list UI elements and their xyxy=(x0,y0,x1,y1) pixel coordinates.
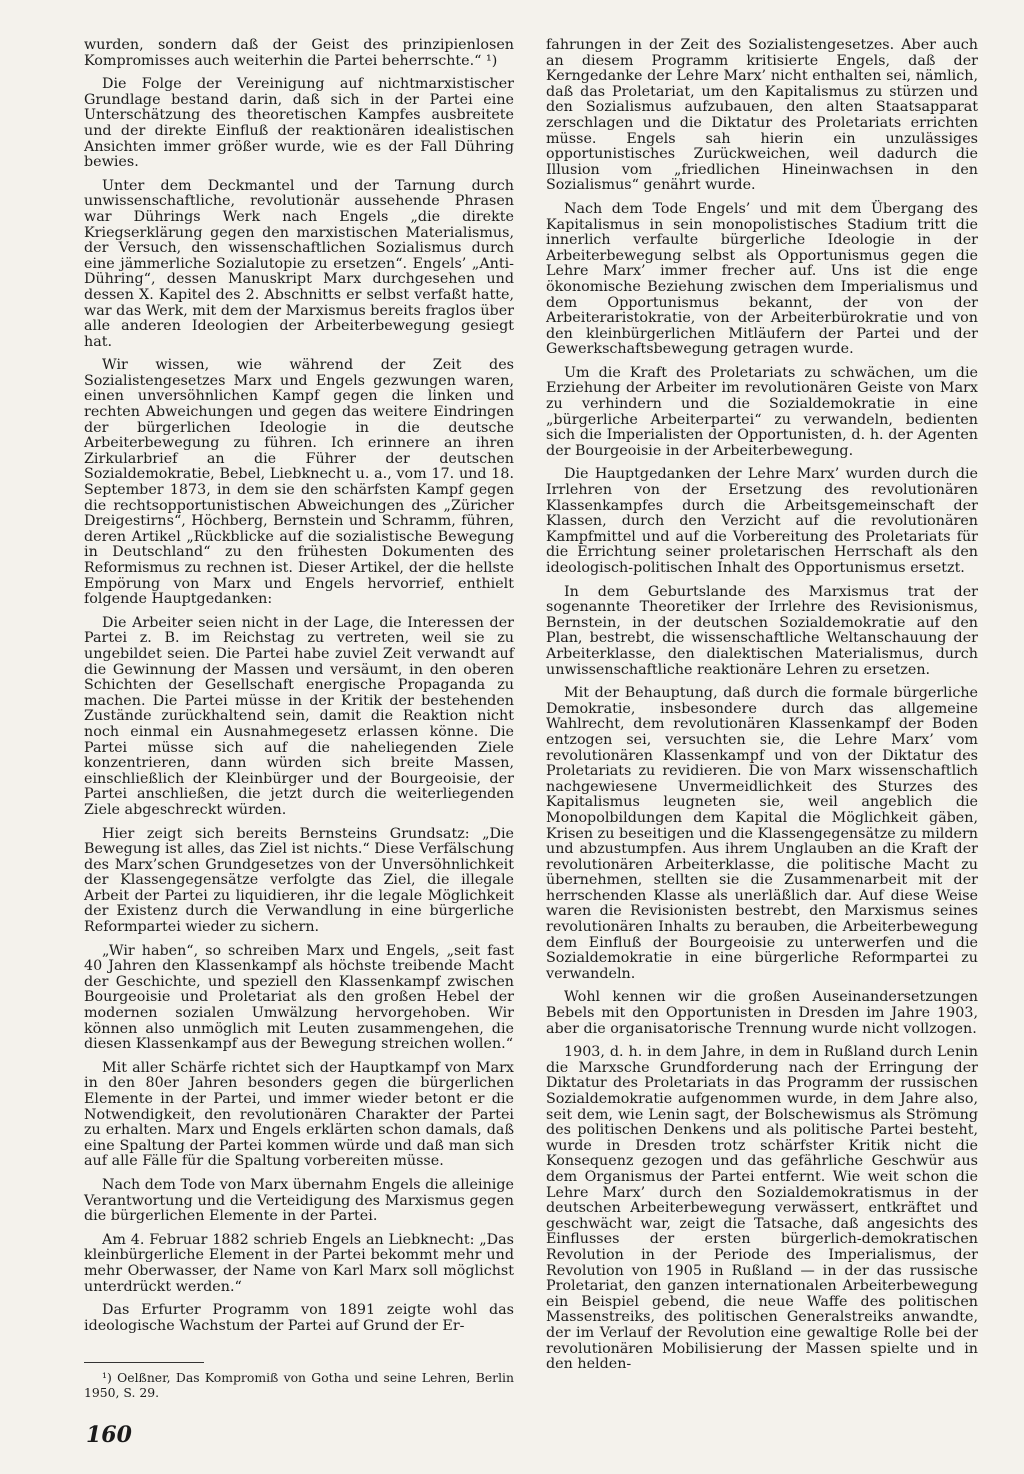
paragraph: Die Arbeiter seien nicht in der Lage, die Interessen der Partei z. B. im Reichstag zu vertreten, weil sie zu ungebildet seien. Die Partei habe zuviel Zeit verwandt auf die Gewinnung der Massen und versäumt, in den oberen Schichten der Gesellschaft energische Propaganda zu machen. Die Partei müsse in der Kritik der bestehenden Zustände zurückhaltend sein, damit die Reaktion nicht noch einmal ein Ausnahmegesetz erlassen könne. Die Partei müsse sich auf die naheliegenden Ziele konzentrieren, dann würden sich breite Massen, einschließlich der Kleinbürger und der Bourgeoisie, der Partei anschließen, die jetzt durch die weiterliegenden Ziele abgeschreckt würden. xyxy=(84,614,514,818)
paragraph: Wir wissen, wie während der Zeit des Sozialistengesetzes Marx und Engels gezwungen waren, einen unversöhnlichen Kampf gegen die linken und rechten Abweichungen und gegen das weitere Eindringen der bürgerlichen Ideologie in die deutsche Arbeiterbewegung zu führen. Ich erinnere an ihren Zirkularbrief an die Führer der deutschen Sozialdemokratie, Bebel, Liebknecht u. a., vom 17. und 18. September 1873, in dem sie den schärfsten Kampf gegen die rechtsopportunistischen Abweichungen des „Züricher Dreigestirns“, Höchberg, Bernstein und Schramm, führen, deren Artikel „Rückblicke auf die sozialistische Bewegung in Deutschland“ zu den frühesten Dokumenten des Reformismus zu rechnen ist. Dieser Artikel, der die hellste Empörung von Marx und Engels hervorrief, enthielt folgende Hauptgedanken: xyxy=(84,357,514,608)
paragraph: fahrungen in der Zeit des Sozialistengesetzes. Aber auch an diesem Programm kritisierte Engels, daß der Kerngedanke der Lehre Marx’ nicht enthalten sei, nämlich, daß das Proletariat, um den Kapitalismus zu stürzen und den Sozialismus aufzubauen, den alten Staatsapparat zerschlagen und die Diktatur des Proletariats errichten müsse. Engels sah hierin ein unzulässiges opportunistisches Zurückweichen, weil dadurch die Illusion vom „friedlichen Hineinwachsen in den Sozialismus“ genährt wurde. xyxy=(546,37,978,194)
paragraph: Am 4. Februar 1882 schrieb Engels an Liebknecht: „Das kleinbürgerliche Element in der Partei bekommt mehr und mehr Oberwasser, der Name von Karl Marx soll möglichst unterdrückt werden.“ xyxy=(84,1231,514,1295)
paragraph: Die Folge der Vereinigung auf nichtmarxistischer Grundlage bestand darin, daß sich in der Partei eine Unterschätzung des theoretischen Kampfes ausbreitete und der direkte Einfluß der reaktionären idealistischen Ansichten immer größer wurde, wie es der Fall Dühring bewies. xyxy=(84,76,514,171)
footnote-divider xyxy=(84,1362,204,1363)
paragraph: Mit der Behauptung, daß durch die formale bürgerliche Demokratie, insbesondere durch das allgemeine Wahlrecht, dem revolutionären Klassenkampf der Boden entzogen sei, versuchten sie, die Lehre Marx’ vom revolutionären Klassenkampf und von der Diktatur des Proletariats zu revidieren. Die von Marx wissenschaftlich nachgewiesene Unvermeidlichkeit des Sturzes des Kapitalismus leugneten sie, weil angeblich die Monopolbildungen dem Kapital die Möglichkeit gäben, Krisen zu beseitigen und die Klassengegensätze zu mildern und abzustumpfen. Aus ihrem Unglauben an die Kraft der revolutionären Arbeiterklasse, die politische Macht zu übernehmen, stellten sie die Zusammenarbeit mit der herrschenden Klasse als unerläßlich dar. Auf diese Weise waren die Revisionisten bestrebt, den Marxismus seines revolutionären Inhalts zu berauben, die Arbeiterbewegung dem Einfluß der Bourgeoisie zu unterwerfen und die Sozialdemokratie in eine bürgerliche Reformpartei zu verwandeln. xyxy=(546,685,978,982)
paragraph: Das Erfurter Programm von 1891 zeigte wohl das ideologische Wachstum der Partei auf Grund der Er- xyxy=(84,1302,514,1334)
paragraph: Unter dem Deckmantel und der Tarnung durch unwissenschaftliche, revolutionär aussehende Phrasen war Dührings Werk nach Engels „die direkte Kriegserklärung gegen den marxistischen Materialismus, der Versuch, den wissenschaftlichen Sozialismus durch eine jämmerliche Sozialutopie zu ersetzen“. Engels’ „Anti-Dühring“, dessen Manuskript Marx durchgesehen und dessen X. Kapitel des 2. Abschnitts er selbst verfaßt hatte, war das Werk, mit dem der Marxismus bereits fraglos über alle anderen Ideologien der Arbeiterbewegung gesiegt hat. xyxy=(84,177,514,350)
paragraph: Die Hauptgedanken der Lehre Marx’ wurden durch die Irrlehren von der Ersetzung des revolutionären Klassenkampfes durch die Arbeitsgemeinschaft der Klassen, durch den Verzicht auf die revolutionären Kampfmittel und auf die Vorbereitung des Proletariats für die Errichtung seiner proletarischen Herrschaft als den ideologisch-politischen Inhalt des Opportunismus ersetzt. xyxy=(546,466,978,576)
left-column xyxy=(84,38,514,1342)
paragraph: Um die Kraft des Proletariats zu schwächen, um die Erziehung der Arbeiter im revolutionären Geiste von Marx zu verhindern und die Sozialdemokratie in eine „bürgerliche Arbeiterpartei“ zu verwandeln, bedienten sich die Imperialisten der Opportunisten, d. h. der Agenten der Bourgeoisie in der Arbeiterbewegung. xyxy=(546,364,978,459)
paragraph: 1903, d. h. in dem Jahre, in dem in Rußland durch Lenin die Marxsche Grundforderung nach der Erringung der Diktatur des Proletariats in das Programm der russischen Sozialdemokratie aufgenommen wurde, in dem Jahre also, seit dem, wie Lenin sagt, der Bolschewismus als Strömung des politischen Denkens und als politische Partei besteht, wurde in Dresden trotz schärfster Kritik nicht die Konsequenz gezogen und das gefährliche Geschwür aus dem Organismus der Partei entfernt. Wie weit schon die Lehre Marx’ durch den Sozialdemokratismus in der deutschen Arbeiterbewegung verwässert, entkräftet und geschwächt war, zeigt die Tatsache, daß angesichts des Einflusses der ersten bürgerlich-demokratischen Revolution in der Periode des Imperialismus, der Revolution von 1905 in Rußland — in der das russische Proletariat, den ganzen internationalen Arbeiterbewegung ein Beispiel gebend, die neue Waffe des politischen Massenstreiks, des politischen Generalstreiks anwandte, der im Verlauf der Revolution eine gewaltige Rolle bei der revolutionären Mobilisierung der Massen spielte und in den helden- xyxy=(546,1044,978,1373)
paragraph: Nach dem Tode von Marx übernahm Engels die alleinige Verantwortung und die Verteidigung des Marxismus gegen die bürgerlichen Elemente in der Partei. xyxy=(84,1176,514,1225)
paragraph: wurden, sondern daß der Geist des prinzipienlosen Kompromisses auch weiterhin die Partei beherrschte.“ ¹) xyxy=(84,37,514,69)
paragraph: Nach dem Tode Engels’ und mit dem Übergang des Kapitalismus in sein monopolistisches Stadium tritt die innerlich verfaulte bürgerliche Ideologie in der Arbeiterbewegung selbst als Opportunismus gegen die Lehre Marx’ immer frecher auf. Uns ist die enge ökonomische Beziehung zwischen dem Imperialismus und dem Opportunismus bekannt, der von der Arbeiteraristokratie, von der Arbeiterbürokratie und von den kleinbürgerlichen Mitläufern der Partei und der Gewerkschaftsbewegung getragen wurde. xyxy=(546,200,978,358)
paragraph: „Wir haben“, so schreiben Marx und Engels, „seit fast 40 Jahren den Klassenkampf als höchste treibende Macht der Geschichte, und speziell den Klassenkampf zwischen Bourgeoisie und Proletariat als den großen Hebel der modernen sozialen Umwälzung hervorgehoben. Wir können also unmöglich mit Leuten zusammengehen, die diesen Klassenkampf aus der Bewegung streichen wollen.“ xyxy=(84,942,514,1053)
paragraph: In dem Geburtslande des Marxismus trat der sogenannte Theoretiker der Irrlehre des Revisionismus, Bernstein, in der deutschen Sozialdemokratie auf den Plan, bestrebt, die wissenschaftliche Weltanschauung der Arbeiterklasse, den dialektischen Materialismus, durch unwissenschaftliche reaktionäre Lehren zu ersetzen. xyxy=(546,583,978,678)
paragraph: Hier zeigt sich bereits Bernsteins Grundsatz: „Die Bewegung ist alles, das Ziel ist nichts.“ Diese Verfälschung des Marx’schen Grundgesetzes von der Unversöhnlichkeit der Klassengegensätze verfolgte das Ziel, die illegale Arbeit der Partei zu liquidieren, ihr die legale Möglichkeit der Existenz durch die Verwandlung in eine bürgerliche Reformpartei wieder zu sichern. xyxy=(84,825,514,936)
paragraph: Mit aller Schärfe richtet sich der Hauptkampf von Marx in den 80er Jahren besonders gegen die bürgerlichen Elemente in der Partei, und immer wieder betont er die Notwendigkeit, den revolutionären Charakter der Partei zu erhalten. Marx und Engels erklärten schon damals, daß eine Spaltung der Partei kommen würde und daß man sich auf alle Fälle für die Spaltung vorbereiten müsse. xyxy=(84,1059,514,1170)
page-number: 160 xyxy=(86,1422,132,1448)
right-column xyxy=(546,38,978,1381)
paragraph: Wohl kennen wir die großen Auseinandersetzungen Bebels mit den Opportunisten in Dresden im Jahre 1903, aber die organisatorische Trennung wurde nicht vollzogen. xyxy=(546,989,978,1037)
footnote: ¹) Oelßner, Das Kompromiß von Gotha und seine Lehren, Berlin 1950, S. 29. xyxy=(84,1370,514,1400)
